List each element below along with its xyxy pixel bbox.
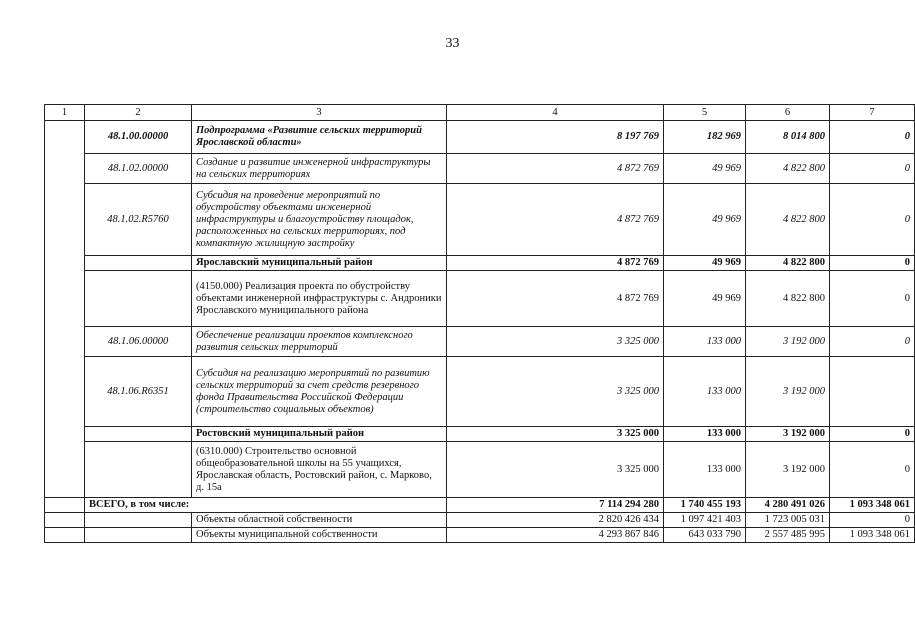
row-value-4: 4 872 769 bbox=[447, 271, 664, 327]
subtotal-name: Объекты областной собственности bbox=[192, 513, 447, 528]
row-value-6: 3 192 000 bbox=[746, 427, 830, 442]
subtotal-value-5: 1 097 421 403 bbox=[664, 513, 746, 528]
row-value-4: 3 325 000 bbox=[447, 442, 664, 498]
row-name: Ростовский муниципальный район bbox=[192, 427, 447, 442]
row-name: Обеспечение реализации проектов комплексного развития сельских территорий bbox=[192, 327, 447, 357]
table-row bbox=[45, 154, 915, 184]
header-col-3: 3 bbox=[192, 105, 447, 121]
subtotal-value-6: 2 557 485 995 bbox=[746, 528, 830, 543]
row-value-7: 0 bbox=[830, 184, 915, 256]
row-value-5: 133 000 bbox=[664, 357, 746, 427]
subtotal-value-5: 643 033 790 bbox=[664, 528, 746, 543]
row-value-6: 3 192 000 bbox=[746, 357, 830, 427]
row-value-7: 0 bbox=[830, 154, 915, 184]
row-value-4: 3 325 000 bbox=[447, 327, 664, 357]
row-value-5: 49 969 bbox=[664, 154, 746, 184]
subtotal-value-4: 2 820 426 434 bbox=[447, 513, 664, 528]
row-name: (6310.000) Строительство основной общеобразовательной школы на 55 учащихся, Ярославская область, Ростовский район, с. Марково, д. 15а bbox=[192, 442, 447, 498]
subtotal-value-7: 1 093 348 061 bbox=[830, 528, 915, 543]
row-value-7: 0 bbox=[830, 442, 915, 498]
blank-cell-col1 bbox=[45, 121, 85, 498]
row-value-7: 0 bbox=[830, 271, 915, 327]
total-value-4: 7 114 294 280 bbox=[447, 498, 664, 513]
blank-cell-col1 bbox=[45, 513, 85, 528]
row-value-4: 4 872 769 bbox=[447, 154, 664, 184]
row-code bbox=[85, 427, 192, 442]
row-value-5: 49 969 bbox=[664, 256, 746, 271]
row-value-5: 49 969 bbox=[664, 184, 746, 256]
row-value-7: 0 bbox=[830, 256, 915, 271]
subtotal-value-4: 4 293 867 846 bbox=[447, 528, 664, 543]
row-name: Субсидия на проведение мероприятий по обустройству объектами инженерной инфраструктуры и благоустройству площадок, расположенных на сельских территориях, под компактную жилищную застройку bbox=[192, 184, 447, 256]
table-row bbox=[45, 357, 915, 427]
blank-cell-col1 bbox=[45, 528, 85, 543]
table-row bbox=[45, 327, 915, 357]
row-name: Ярославский муниципальный район bbox=[192, 256, 447, 271]
row-value-5: 133 000 bbox=[664, 327, 746, 357]
row-value-7: 0 bbox=[830, 121, 915, 154]
row-code: 48.1.02.R5760 bbox=[85, 184, 192, 256]
subtotal-value-7: 0 bbox=[830, 513, 915, 528]
row-value-4: 4 872 769 bbox=[447, 256, 664, 271]
row-name: (4150.000) Реализация проекта по обустройству объектами инженерной инфраструктуры с. Андроники Ярославского муниципального района bbox=[192, 271, 447, 327]
total-value-7: 1 093 348 061 bbox=[830, 498, 915, 513]
row-value-6: 4 822 800 bbox=[746, 154, 830, 184]
subtotal-value-6: 1 723 005 031 bbox=[746, 513, 830, 528]
row-value-5: 182 969 bbox=[664, 121, 746, 154]
row-code bbox=[85, 256, 192, 271]
table-row-subprogram bbox=[45, 121, 915, 154]
total-value-6: 4 280 491 026 bbox=[746, 498, 830, 513]
row-value-4: 8 197 769 bbox=[447, 121, 664, 154]
row-value-6: 4 822 800 bbox=[746, 184, 830, 256]
row-code bbox=[85, 271, 192, 327]
row-value-6: 4 822 800 bbox=[746, 256, 830, 271]
table-row-object bbox=[45, 271, 915, 327]
table-row-district bbox=[45, 256, 915, 271]
column-number-header bbox=[45, 105, 915, 121]
row-value-7 bbox=[830, 357, 915, 427]
header-col-1: 1 bbox=[45, 105, 85, 121]
row-code: 48.1.02.00000 bbox=[85, 154, 192, 184]
row-name: Создание и развитие инженерной инфраструктуры на сельских территориях bbox=[192, 154, 447, 184]
total-label: ВСЕГО, в том числе: bbox=[85, 498, 447, 513]
row-name: Субсидия на реализацию мероприятий по развитию сельских территорий за счет средств резервного фонда Правительства Российской Федерации (строительство социальных объектов) bbox=[192, 357, 447, 427]
row-code: 48.1.00.00000 bbox=[85, 121, 192, 154]
budget-table bbox=[44, 104, 915, 543]
header-col-2: 2 bbox=[85, 105, 192, 121]
row-value-4: 4 872 769 bbox=[447, 184, 664, 256]
subtotal-name: Объекты муниципальной собственности bbox=[192, 528, 447, 543]
row-value-6: 8 014 800 bbox=[746, 121, 830, 154]
blank-cell-col2 bbox=[85, 513, 192, 528]
row-value-4: 3 325 000 bbox=[447, 427, 664, 442]
header-col-6: 6 bbox=[746, 105, 830, 121]
row-code bbox=[85, 442, 192, 498]
row-value-7: 0 bbox=[830, 427, 915, 442]
blank-cell-col2 bbox=[85, 528, 192, 543]
total-value-5: 1 740 455 193 bbox=[664, 498, 746, 513]
row-code: 48.1.06.00000 bbox=[85, 327, 192, 357]
row-value-7: 0 bbox=[830, 327, 915, 357]
header-col-5: 5 bbox=[664, 105, 746, 121]
table-row-object bbox=[45, 442, 915, 498]
header-col-7: 7 bbox=[830, 105, 915, 121]
table-row-total bbox=[45, 498, 915, 513]
row-value-4: 3 325 000 bbox=[447, 357, 664, 427]
page-number: 33 bbox=[445, 36, 460, 51]
row-value-6: 4 822 800 bbox=[746, 271, 830, 327]
row-value-5: 133 000 bbox=[664, 427, 746, 442]
blank-cell-col1 bbox=[45, 498, 85, 513]
table-row-subtotal bbox=[45, 513, 915, 528]
header-col-4: 4 bbox=[447, 105, 664, 121]
row-value-6: 3 192 000 bbox=[746, 327, 830, 357]
row-code: 48.1.06.R6351 bbox=[85, 357, 192, 427]
row-value-5: 49 969 bbox=[664, 271, 746, 327]
row-name: Подпрограмма «Развитие сельских территорий Ярославской области» bbox=[192, 121, 447, 154]
row-value-5: 133 000 bbox=[664, 442, 746, 498]
table-row-subtotal bbox=[45, 528, 915, 543]
table-row bbox=[45, 184, 915, 256]
row-value-6: 3 192 000 bbox=[746, 442, 830, 498]
table-row-district bbox=[45, 427, 915, 442]
